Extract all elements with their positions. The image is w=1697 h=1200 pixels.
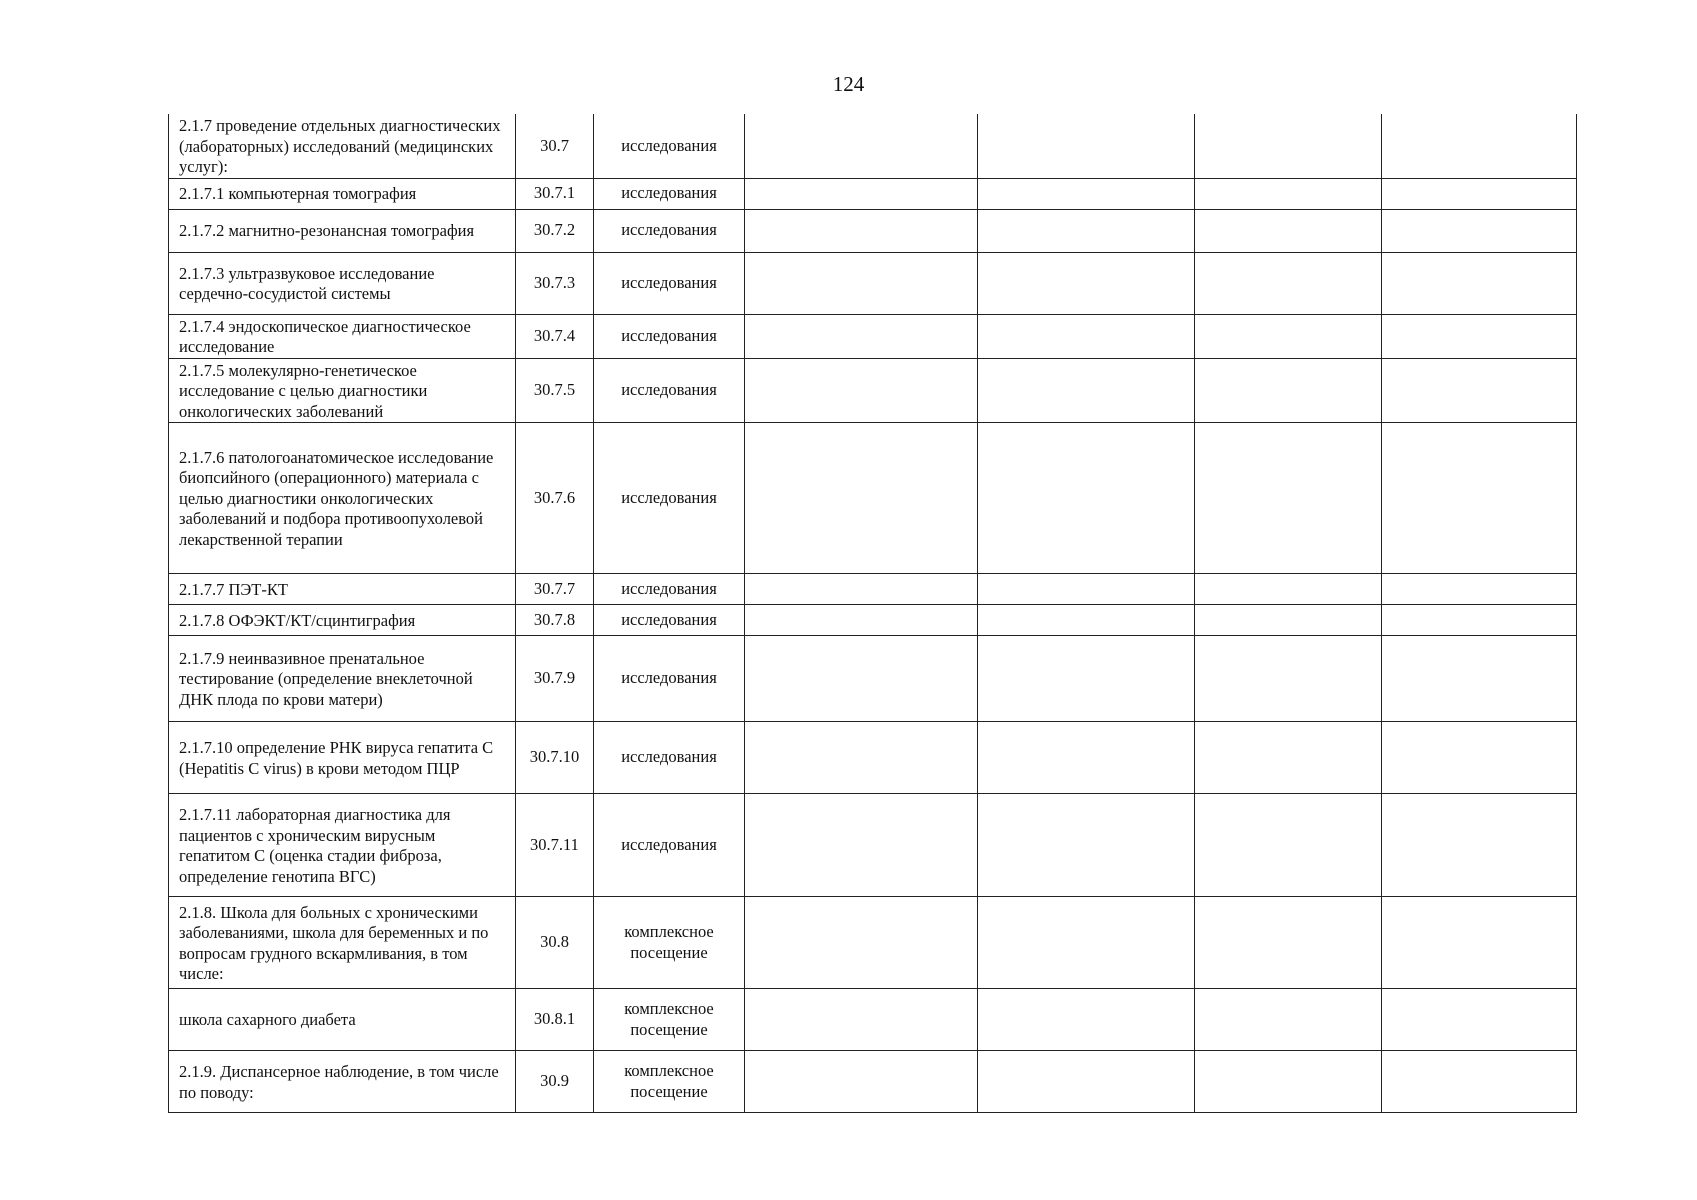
service-name-cell: школа сахарного диабета bbox=[169, 989, 516, 1051]
unit-cell: исследования bbox=[594, 636, 745, 722]
empty-cell bbox=[745, 636, 978, 722]
empty-cell bbox=[1382, 358, 1577, 423]
empty-cell bbox=[978, 314, 1195, 358]
code-cell: 30.8.1 bbox=[516, 989, 594, 1051]
empty-cell bbox=[1382, 794, 1577, 897]
table-row bbox=[169, 989, 1577, 1051]
empty-cell bbox=[745, 722, 978, 794]
service-name-cell: 2.1.7.7 ПЭТ-КТ bbox=[169, 574, 516, 605]
table-row bbox=[169, 605, 1577, 636]
empty-cell bbox=[1382, 989, 1577, 1051]
service-name-cell: 2.1.7.3 ультразвуковое исследование сердечно-сосудистой системы bbox=[169, 252, 516, 314]
code-cell: 30.8 bbox=[516, 897, 594, 989]
empty-cell bbox=[1195, 423, 1382, 574]
table-row bbox=[169, 358, 1577, 423]
page-number: 124 bbox=[832, 72, 865, 96]
empty-cell bbox=[1382, 605, 1577, 636]
empty-cell bbox=[745, 989, 978, 1051]
table-row bbox=[169, 114, 1577, 178]
unit-cell: исследования bbox=[594, 114, 745, 178]
empty-cell bbox=[745, 314, 978, 358]
table-row bbox=[169, 178, 1577, 209]
empty-cell bbox=[1382, 209, 1577, 252]
empty-cell bbox=[1195, 178, 1382, 209]
unit-cell: исследования bbox=[594, 794, 745, 897]
unit-cell: исследования bbox=[594, 605, 745, 636]
service-name-cell: 2.1.7.8 ОФЭКТ/КТ/сцинтиграфия bbox=[169, 605, 516, 636]
code-cell: 30.7.11 bbox=[516, 794, 594, 897]
service-name-cell: 2.1.7 проведение отдельных диагностических (лабораторных) исследований (медицинских услуг): bbox=[169, 114, 516, 178]
table-row bbox=[169, 252, 1577, 314]
table-row bbox=[169, 722, 1577, 794]
code-cell: 30.7.10 bbox=[516, 722, 594, 794]
code-cell: 30.7.5 bbox=[516, 358, 594, 423]
empty-cell bbox=[1382, 314, 1577, 358]
empty-cell bbox=[1195, 574, 1382, 605]
service-name-cell: 2.1.8. Школа для больных с хроническими заболеваниями, школа для беременных и по вопросам грудного вскармливания, в том числе: bbox=[169, 897, 516, 989]
empty-cell bbox=[1382, 423, 1577, 574]
table-row bbox=[169, 794, 1577, 897]
empty-cell bbox=[978, 897, 1195, 989]
empty-cell bbox=[745, 1051, 978, 1113]
empty-cell bbox=[978, 209, 1195, 252]
code-cell: 30.7.2 bbox=[516, 209, 594, 252]
empty-cell bbox=[1382, 114, 1577, 178]
empty-cell bbox=[1195, 605, 1382, 636]
table-row bbox=[169, 897, 1577, 989]
code-cell: 30.7.8 bbox=[516, 605, 594, 636]
empty-cell bbox=[978, 722, 1195, 794]
empty-cell bbox=[1195, 209, 1382, 252]
unit-cell: исследования bbox=[594, 722, 745, 794]
empty-cell bbox=[1382, 1051, 1577, 1113]
empty-cell bbox=[978, 605, 1195, 636]
table-row bbox=[169, 574, 1577, 605]
empty-cell bbox=[978, 1051, 1195, 1113]
empty-cell bbox=[1382, 722, 1577, 794]
table-row bbox=[169, 636, 1577, 722]
empty-cell bbox=[1382, 897, 1577, 989]
empty-cell bbox=[1195, 989, 1382, 1051]
empty-cell bbox=[978, 252, 1195, 314]
unit-cell: комплексное посещение bbox=[594, 1051, 745, 1113]
empty-cell bbox=[1195, 897, 1382, 989]
empty-cell bbox=[745, 897, 978, 989]
code-cell: 30.7.1 bbox=[516, 178, 594, 209]
empty-cell bbox=[745, 252, 978, 314]
empty-cell bbox=[978, 794, 1195, 897]
empty-cell bbox=[745, 178, 978, 209]
empty-cell bbox=[978, 178, 1195, 209]
unit-cell: исследования bbox=[594, 574, 745, 605]
table-row bbox=[169, 314, 1577, 358]
code-cell: 30.7.9 bbox=[516, 636, 594, 722]
empty-cell bbox=[978, 574, 1195, 605]
service-name-cell: 2.1.7.4 эндоскопическое диагностическое исследование bbox=[169, 314, 516, 358]
empty-cell bbox=[978, 989, 1195, 1051]
empty-cell bbox=[1382, 178, 1577, 209]
empty-cell bbox=[1195, 314, 1382, 358]
table-row bbox=[169, 423, 1577, 574]
code-cell: 30.7.7 bbox=[516, 574, 594, 605]
empty-cell bbox=[745, 794, 978, 897]
code-cell: 30.9 bbox=[516, 1051, 594, 1113]
unit-cell: исследования bbox=[594, 423, 745, 574]
service-name-cell: 2.1.7.11 лабораторная диагностика для пациентов с хроническим вирусным гепатитом C (оценка стадии фиброза, определение генотипа ВГС) bbox=[169, 794, 516, 897]
empty-cell bbox=[745, 423, 978, 574]
empty-cell bbox=[745, 574, 978, 605]
unit-cell: исследования bbox=[594, 252, 745, 314]
empty-cell bbox=[1195, 358, 1382, 423]
empty-cell bbox=[1195, 252, 1382, 314]
empty-cell bbox=[978, 358, 1195, 423]
unit-cell: исследования bbox=[594, 314, 745, 358]
empty-cell bbox=[745, 114, 978, 178]
empty-cell bbox=[978, 114, 1195, 178]
table-row bbox=[169, 209, 1577, 252]
services-table bbox=[168, 114, 1577, 1113]
unit-cell: исследования bbox=[594, 178, 745, 209]
empty-cell bbox=[978, 423, 1195, 574]
code-cell: 30.7.4 bbox=[516, 314, 594, 358]
service-name-cell: 2.1.9. Диспансерное наблюдение, в том числе по поводу: bbox=[169, 1051, 516, 1113]
empty-cell bbox=[745, 358, 978, 423]
empty-cell bbox=[1195, 794, 1382, 897]
empty-cell bbox=[1195, 114, 1382, 178]
service-name-cell: 2.1.7.9 неинвазивное пренатальное тестирование (определение внеклеточной ДНК плода по крови матери) bbox=[169, 636, 516, 722]
code-cell: 30.7.3 bbox=[516, 252, 594, 314]
code-cell: 30.7 bbox=[516, 114, 594, 178]
empty-cell bbox=[1382, 574, 1577, 605]
table-row bbox=[169, 1051, 1577, 1113]
unit-cell: исследования bbox=[594, 358, 745, 423]
empty-cell bbox=[1382, 636, 1577, 722]
empty-cell bbox=[745, 209, 978, 252]
empty-cell bbox=[1195, 636, 1382, 722]
empty-cell bbox=[1195, 1051, 1382, 1113]
empty-cell bbox=[1195, 722, 1382, 794]
code-cell: 30.7.6 bbox=[516, 423, 594, 574]
service-name-cell: 2.1.7.6 патологоанатомическое исследование биопсийного (операционного) материала с целью диагностики онкологических заболеваний и подбора противоопухолевой лекарственной терапии bbox=[169, 423, 516, 574]
service-name-cell: 2.1.7.5 молекулярно-генетическое исследование с целью диагностики онкологических заболеваний bbox=[169, 358, 516, 423]
service-name-cell: 2.1.7.10 определение РНК вируса гепатита C (Hepatitis C virus) в крови методом ПЦР bbox=[169, 722, 516, 794]
service-name-cell: 2.1.7.2 магнитно-резонансная томография bbox=[169, 209, 516, 252]
empty-cell bbox=[1382, 252, 1577, 314]
service-name-cell: 2.1.7.1 компьютерная томография bbox=[169, 178, 516, 209]
unit-cell: комплексное посещение bbox=[594, 897, 745, 989]
empty-cell bbox=[978, 636, 1195, 722]
unit-cell: исследования bbox=[594, 209, 745, 252]
unit-cell: комплексное посещение bbox=[594, 989, 745, 1051]
empty-cell bbox=[745, 605, 978, 636]
